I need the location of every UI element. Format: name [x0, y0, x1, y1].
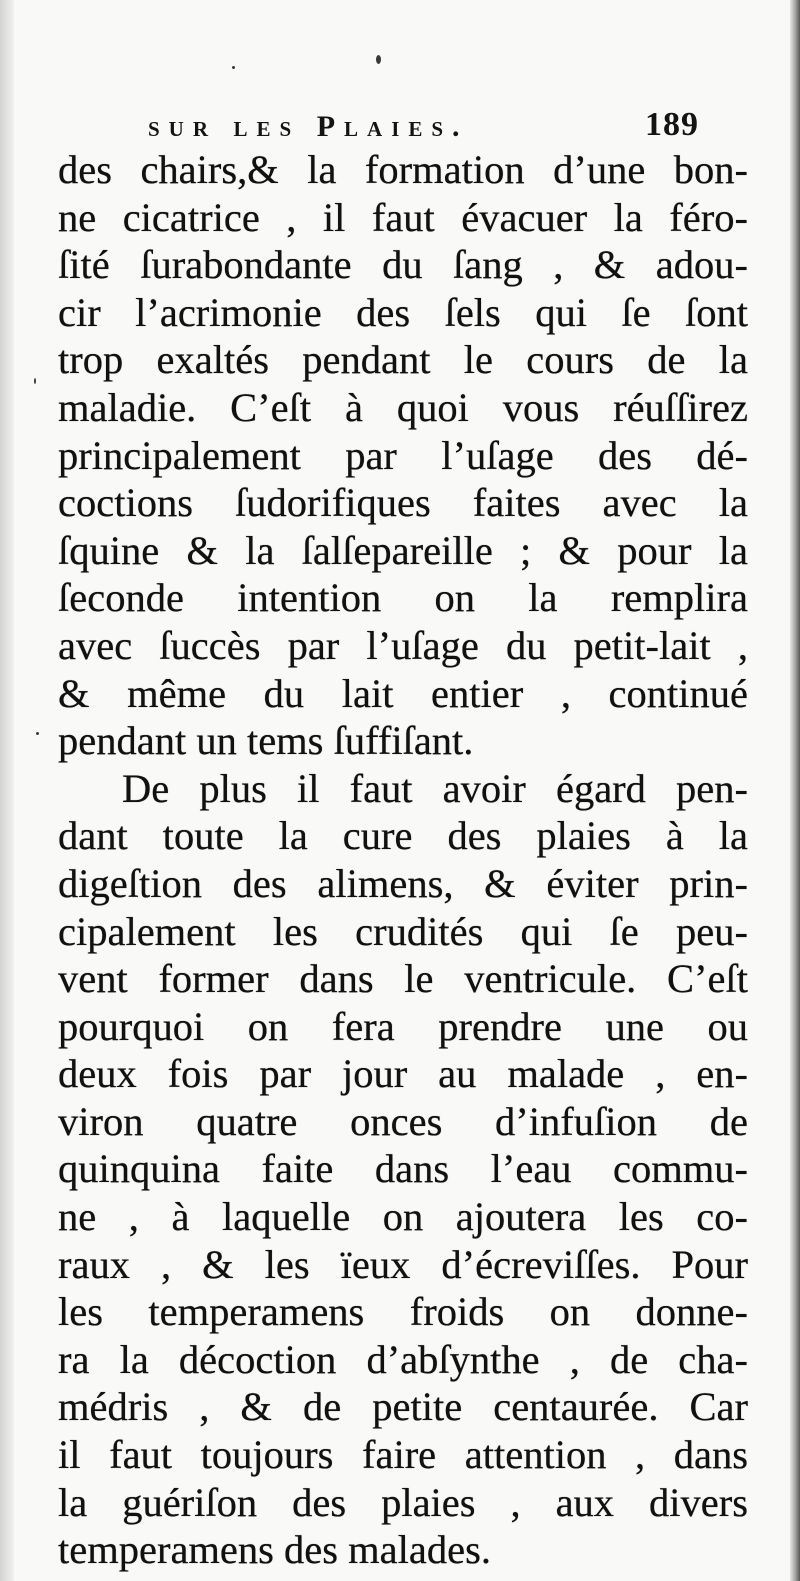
text-line: De plus il faut avoir égard pen-: [122, 765, 748, 811]
text-line: vent former dans le ventricule. C’eſt: [58, 956, 748, 1002]
text-line: ra la décoction d’abſynthe , de cha-: [58, 1336, 748, 1382]
text-line: des chairs,& la formation d’une bon-: [58, 147, 748, 192]
text-line: & même du lait entier , continué: [58, 670, 748, 716]
text-line: médris , & de petite centaurée. Car: [58, 1384, 748, 1430]
text-line: raux , & les ïeux d’écreviſſes. Pour: [58, 1241, 748, 1287]
text-line: la guériſon des plaies , aux divers: [58, 1479, 748, 1525]
paragraph: [58, 146, 748, 765]
text-line: il faut toujours faire attention , dans: [58, 1432, 748, 1478]
text-line: cir l’acrimonie des ſels qui ſe ſont: [58, 289, 748, 335]
text-line: ne cicatrice , il faut évacuer la féro-: [58, 194, 748, 240]
text-line: principalement par l’uſage des dé-: [58, 432, 748, 478]
body-text: [58, 146, 748, 1574]
ink-speck: [232, 66, 235, 69]
text-line: maladie. C’eſt à quoi vous réuſſirez: [58, 384, 748, 430]
ink-speck: [376, 55, 381, 64]
text-line: viron quatre onces d’infuſion de: [58, 1098, 748, 1144]
ink-speck: [36, 732, 39, 735]
text-line: ne , à laquelle on ajoutera les co-: [58, 1194, 748, 1240]
paragraph: [58, 765, 748, 1574]
text-line: ſité ſurabondante du ſang , & adou-: [58, 242, 748, 288]
text-line: ſquine & la ſalſepareille ; & pour la: [58, 527, 748, 573]
text-line: pourquoi on fera prendre une ou: [58, 1003, 748, 1049]
text-line: avec ſuccès par l’uſage du petit-lait ,: [58, 622, 748, 668]
running-head: sur les Plaies.: [148, 110, 469, 143]
text-line: quinquina faite dans l’eau commu-: [58, 1146, 748, 1192]
text-line: cipalement les crudités qui ſe peu-: [58, 908, 748, 954]
text-line: trop exaltés pendant le cours de la: [58, 337, 748, 383]
text-line: temperamens des malades.: [58, 1527, 491, 1573]
text-line: pendant un tems ſuffiſant.: [58, 718, 474, 764]
page-right-edge: [790, 0, 800, 1581]
text-line: ſeconde intention on la remplira: [58, 575, 748, 621]
page-left-edge: [0, 0, 14, 1581]
page-number: 189: [645, 106, 699, 143]
text-line: les temperamens froids on donne-: [58, 1289, 748, 1335]
text-line: dant toute la cure des plaies à la: [58, 813, 748, 859]
text-line: digeſtion des alimens, & éviter prin-: [58, 860, 748, 906]
ink-speck: [34, 378, 36, 384]
text-line: coctions ſudorifiques faites avec la: [58, 480, 748, 526]
text-line: deux fois par jour au malade , en-: [58, 1051, 748, 1097]
